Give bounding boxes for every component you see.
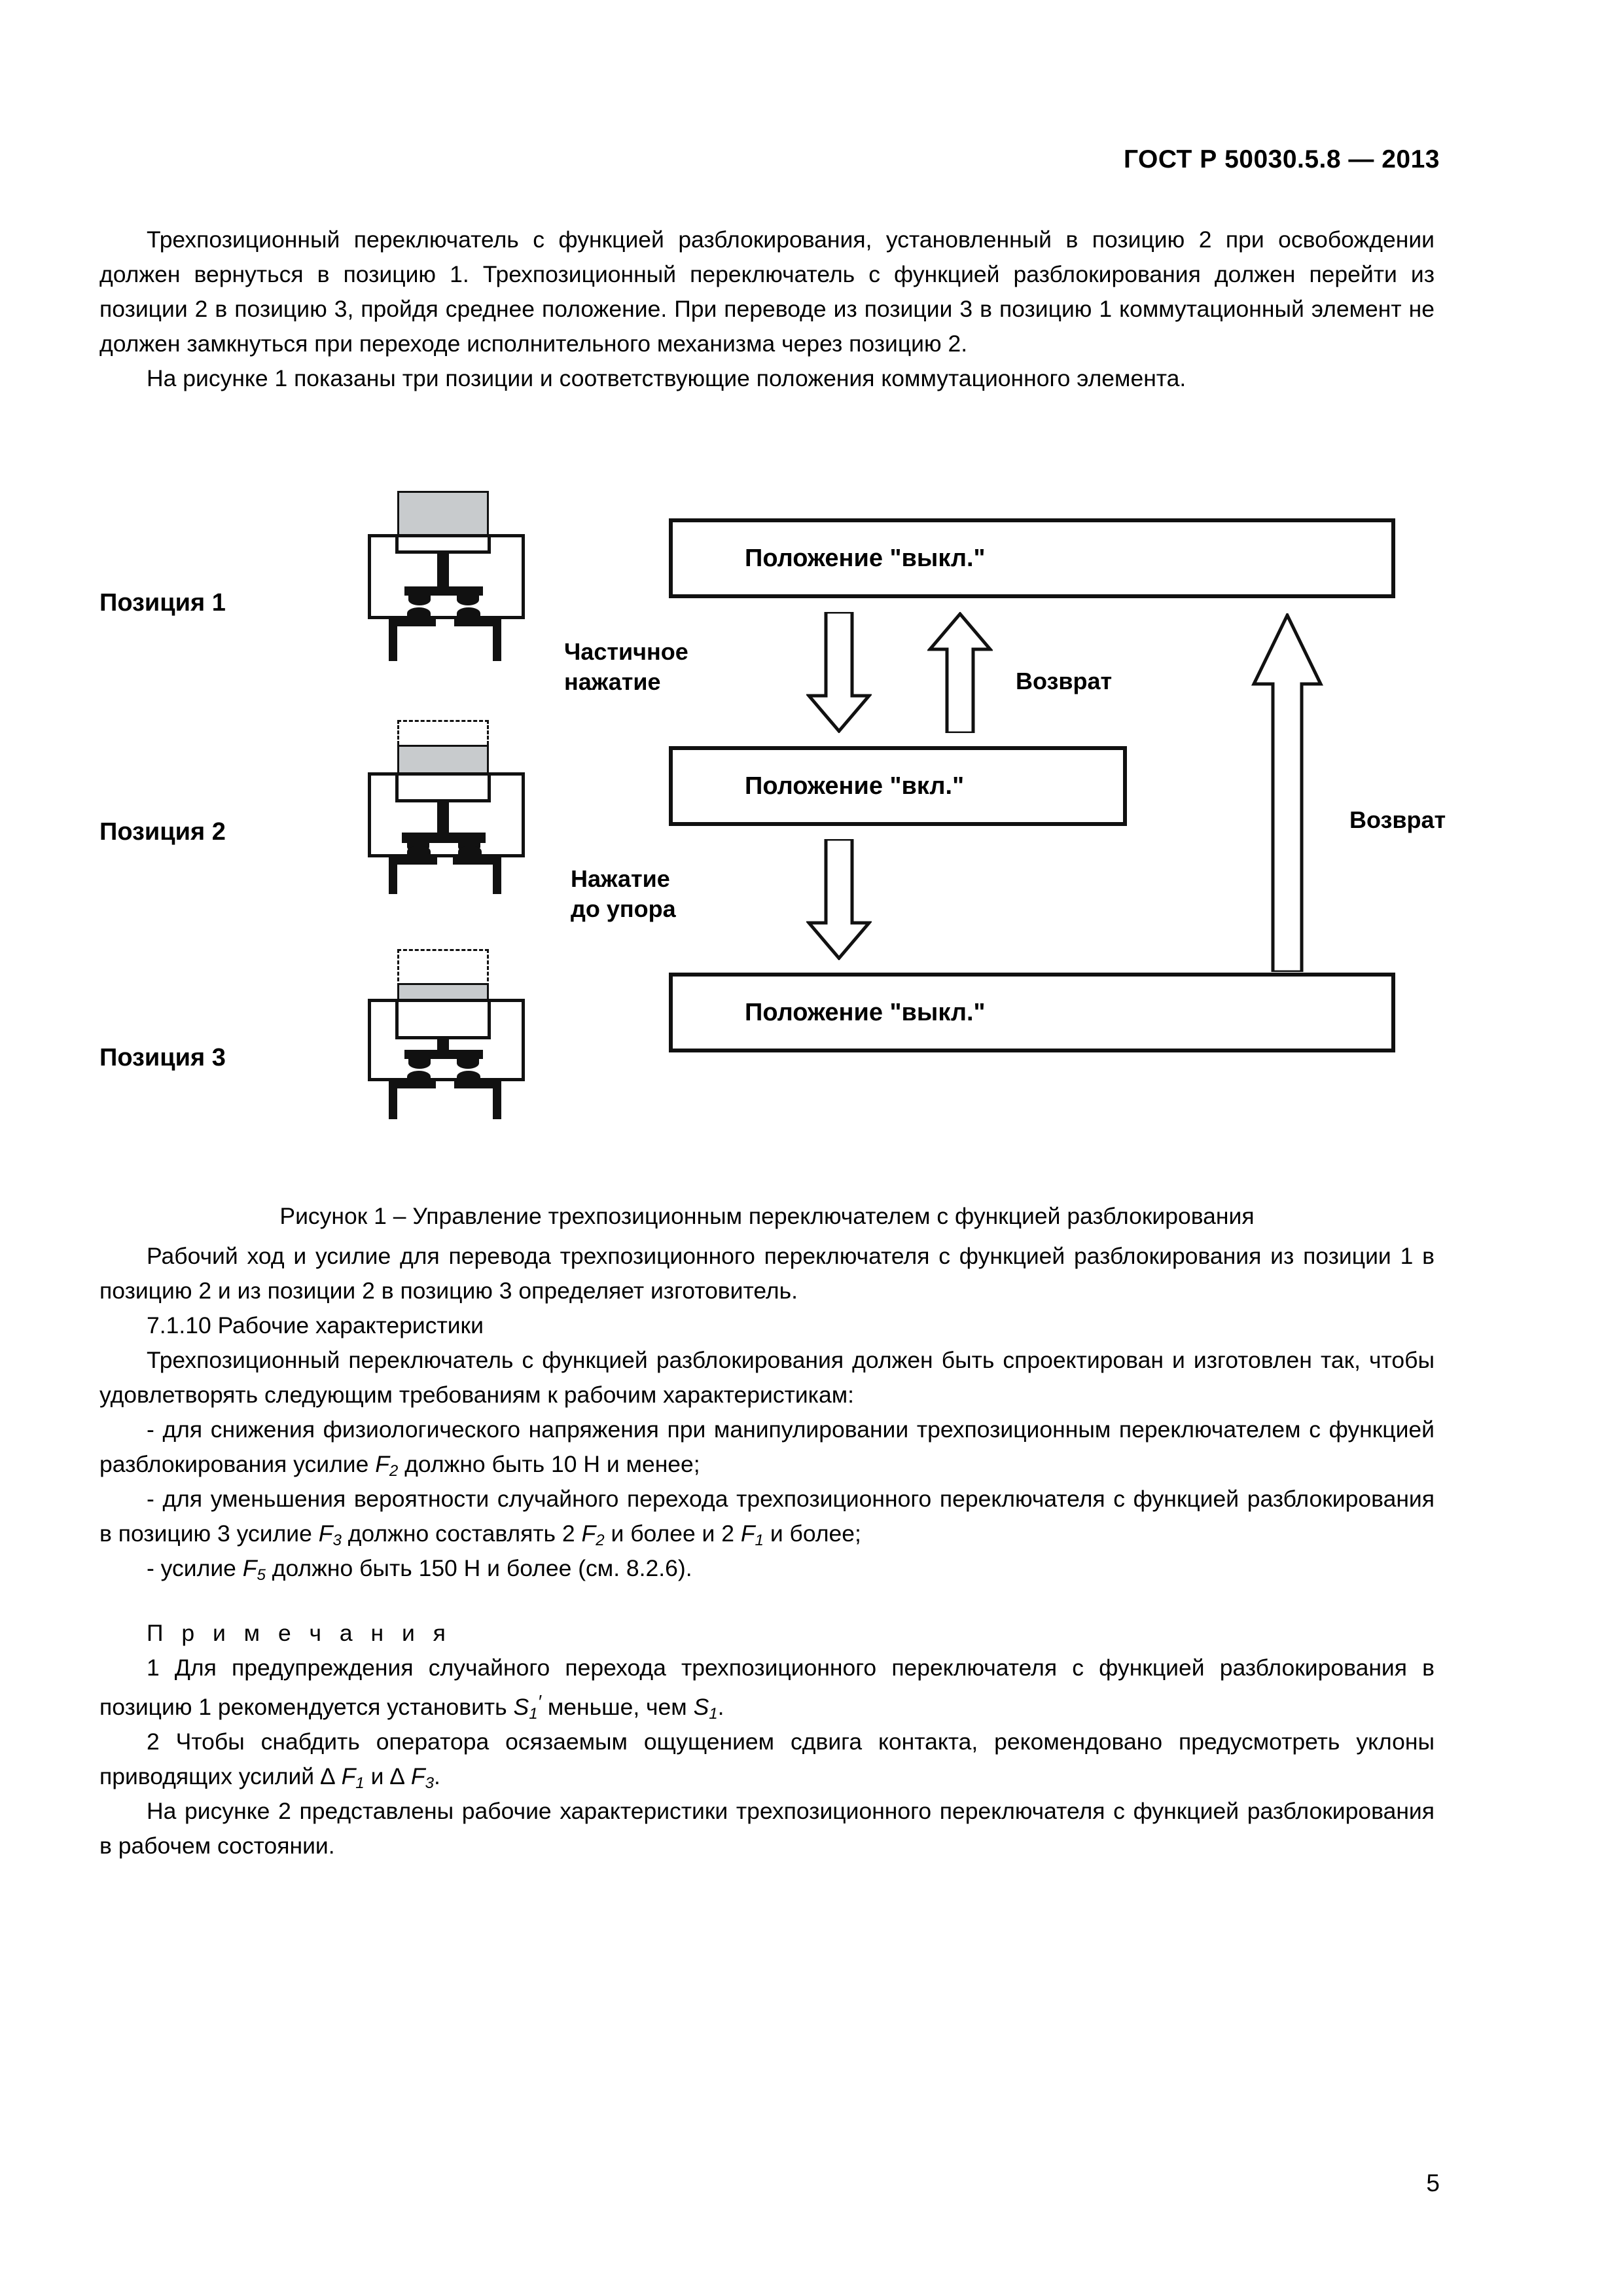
- switch-cap-icon: [397, 491, 489, 538]
- note-1-text-a: 1 Для предупреждения случайного перехода трехпозиционного переключателя с функцией разблокирования в позицию 1 рекомендуется установить: [99, 1655, 1435, 1720]
- switch-drawing-position-3: [361, 949, 531, 1113]
- arrow-label-full-press: [571, 864, 676, 924]
- bullet-f2-text-b: должно быть 10 Н и менее;: [398, 1451, 700, 1477]
- bullet-f3-text-b: должно составлять 2: [341, 1520, 582, 1547]
- note-2-delta-f3: ∆ $F_3$: [390, 1763, 434, 1792]
- arrow-label-partial-press-line2: нажатие: [564, 668, 661, 695]
- switch-stem-icon: [437, 802, 449, 834]
- bullet-f2-text-a: - для снижения физиологического напряжения при манипулировании трехпозиционным переключателем с функцией разблокирования усилие: [99, 1416, 1435, 1477]
- note-2-delta-f1: ∆ $F_1$: [320, 1763, 365, 1792]
- note-1-text-c: .: [717, 1693, 724, 1720]
- note-2-text-a: 2 Чтобы снабдить оператора осязаемым ощущением сдвига контакта, рекомендовано предусмотреть уклоны приводящих усилий: [99, 1728, 1435, 1789]
- bullet-f5-variable: $F_5$: [242, 1555, 266, 1585]
- note-2-text-b: и: [364, 1763, 391, 1789]
- state-box-on-middle-label: Положение "вкл.": [745, 772, 965, 800]
- notes-heading: П р и м е ч а н и я: [147, 1620, 452, 1646]
- figure-1-diagram: [99, 478, 1446, 1185]
- switch-moving-contact-right-icon: [457, 1058, 479, 1069]
- switch-lead-right-icon: [493, 1080, 501, 1119]
- paragraph-travel-force: Рабочий ход и усилие для перевода трехпозиционного переключателя с функцией разблокирования из позиции 1 в позицию 2 и из позиции 2 в позицию 3 определяет изготовитель.: [99, 1243, 1435, 1304]
- switch-stem-icon: [437, 554, 449, 588]
- switch-plunger-plate-icon: [395, 999, 491, 1039]
- switch-moving-contact-right-icon: [457, 594, 479, 605]
- switch-lead-left-icon: [389, 618, 397, 661]
- figure-position-2-label: Позиция 2: [99, 818, 226, 846]
- arrow-label-partial-press-line1: Частичное: [564, 638, 688, 665]
- arrow-label-full-press-line1: Нажатие: [571, 865, 670, 892]
- intro-text-block: [99, 223, 1435, 396]
- arrow-label-return-long: Возврат: [1349, 806, 1446, 833]
- note-1: [99, 1651, 1435, 1725]
- state-box-off-top: [669, 518, 1395, 598]
- state-box-on-middle: [669, 746, 1127, 826]
- state-box-off-bottom-label: Положение "выкл.": [745, 998, 986, 1026]
- bullet-f3-text-d: и более;: [763, 1520, 861, 1547]
- note-1-text-b: меньше, чем: [541, 1693, 694, 1720]
- intro-paragraph-2: На рисунке 1 показаны три позиции и соответствующие положения коммутационного элемента.: [147, 365, 1186, 391]
- notes-heading-wrapper: [99, 1616, 1435, 1651]
- intro-paragraph-1: Трехпозиционный переключатель с функцией разблокирования, установленный в позицию 2 при освобождении должен вернуться в позицию 1. Трехпозиционный переключатель с функцией разблокирования должен перейти из позиции 2 в позицию 3, пройдя среднее положение. При переводе из позиции 3 в позицию 1 коммутационный элемент не должен замкнуться при переходе исполнительного механизма через позицию 2.: [99, 226, 1435, 357]
- switch-moving-contact-left-icon: [408, 594, 431, 605]
- bullet-f3-text-c: и более и 2: [604, 1520, 741, 1547]
- paragraph-design-requirements: Трехпозиционный переключатель с функцией разблокирования должен быть спроектирован и изготовлен так, чтобы удовлетворять следующим требованиям к рабочим характеристикам:: [99, 1347, 1435, 1408]
- bullet-f5-text-b: должно быть 150 Н и более (см. 8.2.6).: [265, 1555, 692, 1581]
- body-text-block: [99, 1239, 1435, 1863]
- bullet-item-f2: [99, 1412, 1435, 1482]
- note-1-variable-s1: $S_1$: [693, 1693, 718, 1723]
- note-2-text-c: .: [433, 1763, 440, 1789]
- switch-plunger-plate-icon: [395, 772, 491, 802]
- note-1-variable-s1-prime: $S_1'$: [513, 1692, 541, 1723]
- bullet-f3-variable: $F_3$: [318, 1520, 342, 1550]
- state-box-off-top-label: Положение "выкл.": [745, 544, 986, 572]
- arrow-up-return-short-icon: [927, 612, 993, 733]
- note-2: [99, 1725, 1435, 1794]
- state-box-off-bottom: [669, 973, 1395, 1052]
- page-header-standard-number: ГОСТ Р 50030.5.8 — 2013: [1123, 145, 1440, 173]
- switch-lead-right-icon: [493, 618, 501, 661]
- switch-drawing-position-2: [361, 720, 531, 884]
- switch-lead-right-icon: [493, 856, 501, 894]
- arrow-down-partial-press-icon: [806, 612, 872, 733]
- switch-cap-original-outline-icon: [397, 949, 489, 987]
- arrow-label-partial-press: [564, 637, 688, 697]
- switch-moving-contact-left-icon: [408, 1058, 431, 1069]
- switch-lead-left-icon: [389, 856, 397, 894]
- arrow-down-full-press-icon: [806, 839, 872, 960]
- arrow-up-return-long-icon: [1251, 613, 1323, 972]
- bullet-f2-variable: $F_2$: [375, 1451, 399, 1480]
- switch-plunger-plate-icon: [395, 534, 491, 554]
- figure-position-1-label: Позиция 1: [99, 589, 226, 617]
- bullet-f3-text-a: - для уменьшения вероятности случайного перехода трехпозиционного переключателя с функцией разблокирования в позицию 3 усилие: [99, 1486, 1435, 1547]
- bullet-f3-variable-3: $F_1$: [740, 1520, 764, 1550]
- arrow-label-full-press-line2: до упора: [571, 895, 676, 922]
- arrow-label-return-short: Возврат: [1016, 668, 1113, 694]
- figure-1-caption: Рисунок 1 – Управление трехпозиционным переключателем с функцией разблокирования: [279, 1203, 1255, 1229]
- page-number: 5: [1426, 2170, 1440, 2197]
- switch-drawing-position-1: [361, 491, 531, 655]
- paragraph-figure-2-reference: На рисунке 2 представлены рабочие характеристики трехпозиционного переключателя с функцией разблокирования в рабочем состоянии.: [99, 1797, 1435, 1859]
- section-heading-7-1-10: 7.1.10 Рабочие характеристики: [147, 1312, 484, 1338]
- switch-cap-icon: [397, 745, 489, 776]
- switch-lead-left-icon: [389, 1080, 397, 1119]
- bullet-item-f5: [99, 1551, 1435, 1586]
- bullet-item-f3: [99, 1482, 1435, 1551]
- bullet-f3-variable-2: $F_2$: [581, 1520, 605, 1550]
- bullet-f5-text-a: - усилие: [147, 1555, 243, 1581]
- figure-position-3-label: Позиция 3: [99, 1044, 226, 1071]
